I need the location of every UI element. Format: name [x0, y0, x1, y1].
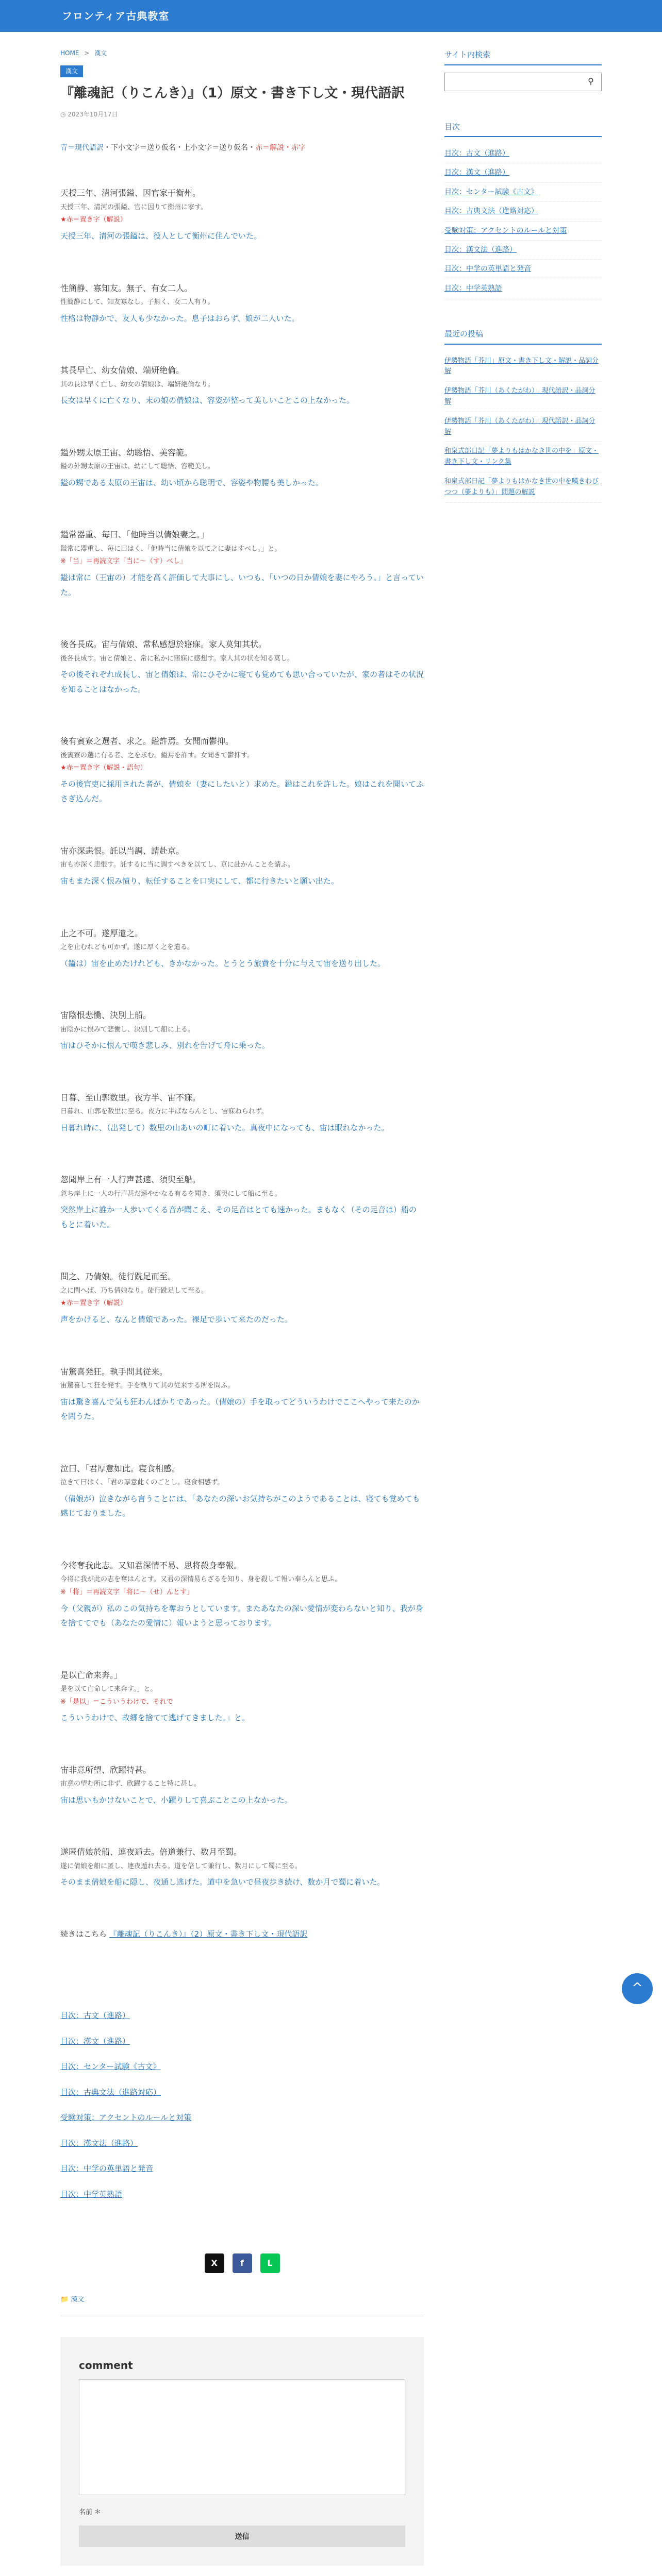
line-share-icon[interactable]: L [260, 2253, 280, 2273]
search-icon[interactable]: ⚲ [588, 76, 594, 87]
text-paragraph [60, 363, 424, 408]
text-paragraph [60, 1364, 424, 1424]
sidebar-toc-list [444, 144, 602, 298]
tag-link[interactable]: 漢文 [71, 2296, 85, 2304]
category-link[interactable]: 目次：中学英熟語 [60, 2189, 123, 2199]
sidebar-recent-list [444, 352, 602, 503]
sidebar-recent-item [444, 472, 602, 503]
share-buttons [60, 2253, 424, 2273]
comment-name-label: 名前 ＊ [79, 2509, 102, 2517]
annotation-note: ※「当」＝再読文字「当に〜（す）べし」 [60, 557, 187, 566]
text-paragraph [60, 1269, 424, 1327]
sidebar-toc-heading: 目次 [444, 120, 602, 138]
back-to-top-button[interactable]: ^ [622, 1973, 653, 2004]
text-paragraph [60, 281, 424, 326]
text-paragraph [60, 527, 424, 600]
translation-text: その後官吏に採用された者が、倩娘を（妻にしたいと）求めた。鎰はこれを許した。娘はこれを聞いてふさぎ込んだ。 [60, 779, 424, 804]
sidebar-toc-item [444, 202, 602, 221]
sidebar-toc-item [444, 183, 602, 202]
translation-text: 天授三年、清河の張鎰は、役人として衡州に住んでいた。 [60, 231, 262, 241]
site-header [0, 0, 662, 32]
sidebar-search-heading: サイト内検索 [444, 47, 602, 65]
comment-textarea[interactable] [79, 2379, 405, 2495]
page-wrap [60, 32, 602, 2576]
search-input[interactable] [445, 73, 581, 91]
category-link[interactable]: 目次：漢文（進路） [60, 2036, 130, 2046]
translation-text: 宙もまた深く恨み憤り、転任することを口実にして、都に行きたいと願い出た。 [60, 876, 339, 886]
main-content [60, 47, 424, 2576]
category-list-item [60, 2054, 424, 2080]
sidebar-recent-link[interactable]: 伊勢物語「芥川（あくたがわ）」現代語訳・品詞分解 [444, 387, 595, 406]
category-link[interactable]: 目次：漢文法（進路） [60, 2138, 138, 2148]
category-link[interactable]: 目次：古文（進路） [60, 2011, 130, 2021]
translation-text: 宙は驚き喜んで気も狂わんばかりであった。（倩娘の）手を取ってどういうわけでここへやって来たのかを問うた。 [60, 1397, 420, 1421]
original-text: 是以亡命来奔。」 [60, 1670, 123, 1680]
original-text: 泣曰、「君厚意如此。寝食相感。 [60, 1463, 180, 1473]
legend-blue: 青＝現代語訳 [60, 143, 104, 152]
kakikudashi-text: 宙驚喜して狂を発す。手を執りて其の従来する所を問ふ。 [60, 1382, 235, 1390]
next-article [60, 1927, 424, 1942]
legend-mid: ・下小文字＝送り仮名・上小文字＝送り仮名・ [104, 143, 255, 152]
sidebar-toc-link[interactable]: 受験対策：アクセントのルールと対策 [444, 226, 567, 235]
text-paragraph [60, 1558, 424, 1631]
annotation-note: ★赤＝置き字（解説） [60, 216, 127, 224]
annotation-note: ★赤＝置き字（解説） [60, 1299, 127, 1308]
kakikudashi-text: 其の長は早く亡し、幼女の倩娘は、端妍絶倫なり。 [60, 380, 215, 388]
kakikudashi-text: 宙も亦深く恚恨す。託するに当に調すべきを以てし、京に赴かんことを請ふ。 [60, 861, 294, 869]
kakikudashi-text: 天授三年、清河の張鎰、官に因りて衡州に家す。 [60, 203, 207, 211]
kakikudashi-text: 日暮れ、山郭を数里に至る。夜方に半ばならんとし、宙寐ねられず。 [60, 1108, 268, 1116]
translation-text: 宙はひそかに恨んで嘆き悲しみ、別れを告げて舟に乗った。 [60, 1041, 270, 1050]
sidebar-recent-link[interactable]: 伊勢物語「芥川」原文・書き下し文・解説・品詞分解 [444, 357, 599, 376]
sidebar-toc-link[interactable]: 目次：古典文法（進路対応） [444, 207, 538, 216]
text-paragraph [60, 1008, 424, 1053]
original-text: 其長早亡、幼女倩娘、端妍絶倫。 [60, 365, 185, 376]
kakikudashi-text: 宙意の望む所に非ず、欣躍すること特に甚し。 [60, 1780, 201, 1788]
category-list-item [60, 2156, 424, 2182]
category-link[interactable]: 目次：センター試験《古文》 [60, 2062, 161, 2072]
tag-line [60, 2294, 424, 2316]
sidebar-toc-link[interactable]: 目次：古文（進路） [444, 149, 509, 158]
next-prefix: 続きはこちら [60, 1929, 107, 1939]
sidebar-toc-link[interactable]: 目次：中学英熟語 [444, 284, 502, 293]
sidebar-toc-item [444, 279, 602, 298]
text-paragraph [60, 1090, 424, 1136]
sidebar-recent-link[interactable]: 伊勢物語「芥川（あくたがわ）」現代語訳・品詞分解 [444, 417, 595, 436]
post-date-text: 2023年10月17日 [68, 110, 118, 118]
original-text: 鎰外甥太原王宙、幼聡悟、美容範。 [60, 447, 193, 457]
translation-text: 宙は思いもかけないことで、小躍りして喜ぶことこの上なかった。 [60, 1795, 292, 1805]
category-badge[interactable]: 漢文 [60, 65, 83, 77]
sidebar-toc-link[interactable]: 目次：センター試験《古文》 [444, 188, 538, 196]
sidebar-search [444, 47, 602, 91]
breadcrumb-category[interactable]: 漢文 [94, 49, 107, 57]
post-title: 『離魂記（りこんき）』（1）原文・書き下し文・現代語訳 [60, 85, 405, 101]
comment-form [60, 2337, 424, 2566]
clock-icon: ◷ [60, 110, 68, 118]
text-paragraph [60, 734, 424, 806]
translation-text: 鎰は常に（王宙の）才能を高く評価して大事にし、いつも、「いつの日か倩娘を妻にやろう。」と言っていた。 [60, 573, 424, 597]
sidebar-toc-item [444, 241, 602, 260]
translation-text: 声をかけると、なんと倩娘であった。裸足で歩いて来たのだった。 [60, 1315, 292, 1325]
text-paragraph [60, 926, 424, 971]
translation-text: （倩娘が）泣きながら言うことには、「あなたの深いお気持ちがこのようであることは、寝ても覚めても感じておりました。 [60, 1494, 420, 1518]
category-link-list [60, 2003, 424, 2207]
annotation-note: ★赤＝置き字（解説・語句） [60, 764, 147, 772]
folder-icon: 📁 [60, 2296, 71, 2304]
category-list-item [60, 2131, 424, 2157]
site-title-link[interactable]: フロンティア古典教室 [62, 10, 170, 22]
sidebar [444, 47, 602, 2576]
original-text: 日暮、至山郭数里。夜方半、宙不寐。 [60, 1092, 201, 1103]
translation-text: 日暮れ時に、（出発して）数里の山あいの町に着いた。真夜中になっても、宙は眠れなかった。 [60, 1123, 389, 1132]
sidebar-recent-link[interactable]: 和泉式部日記「夢よりもはかなき世の中を」原文・書き下し文・リンク集 [444, 447, 599, 466]
annotation-note: ※「将」＝再読文字「将に〜（せ）んとす」 [60, 1588, 193, 1596]
original-text: 後有賓寮之選者、求之。鎰許焉。女聞而鬱抑。 [60, 736, 234, 747]
breadcrumb [60, 47, 424, 59]
text-paragraph [60, 1172, 424, 1232]
sidebar-toc-item [444, 222, 602, 241]
sidebar-toc [444, 120, 602, 299]
text-paragraph [60, 637, 424, 697]
original-text: 遂匿倩娘於船、連夜遁去。倍道兼行、数月至蜀。 [60, 1847, 242, 1857]
sidebar-recent [444, 327, 602, 502]
comment-heading: comment [79, 2359, 133, 2372]
category-list-item [60, 2029, 424, 2055]
text-paragraph [60, 843, 424, 889]
sidebar-toc-item [444, 144, 602, 163]
annotation-note: ※「是以」＝こういうわけで、それで [60, 1698, 173, 1706]
translation-text: 突然岸上に誰か一人歩いてくる音が聞こえ、その足音はとても速かった。まもなく（その足音は）船のもとに着いた。 [60, 1205, 417, 1229]
translation-text: 性格は物静かで、友人も少なかった。息子はおらず、娘が二人いた。 [60, 313, 300, 323]
kakikudashi-text: 泣きて曰はく、「君の厚意此くのごとし。寝食相感ず。 [60, 1479, 224, 1487]
sidebar-recent-heading: 最近の投稿 [444, 327, 602, 345]
text-paragraph [60, 1668, 424, 1725]
translation-text: そのまま倩娘を船に隠し、夜通し逃げた。道中を急いで昼夜歩き続け、数か月で蜀に着いた。 [60, 1877, 385, 1887]
sidebar-toc-link[interactable]: 目次：中学の英単語と発音 [444, 265, 531, 274]
kakikudashi-text: 之に問へば、乃ち倩娘なり。徒行跣足して至る。 [60, 1286, 208, 1295]
category-link[interactable]: 目次：古典文法（進路対応） [60, 2087, 161, 2097]
category-list-item [60, 2105, 424, 2131]
kakikudashi-text: 鎰常に器重し、毎に曰はく、「他時当に倩娘を以て之に妻はすべし。」と。 [60, 545, 282, 553]
original-text: 宙非意所望、欣躍特甚。 [60, 1765, 152, 1775]
sidebar-toc-link[interactable]: 目次：漢文法（進路） [444, 245, 517, 254]
original-text: 性簡静、寡知友。無子、有女二人。 [60, 283, 193, 293]
breadcrumb-separator: > [84, 49, 90, 57]
translation-text: 今（父親が）私のこの気持ちを奪おうとしています。またあなたの深い愛情が変わらないと知り、我が身を捨ててでも（あなたの愛情に）報いようと思っております。 [60, 1603, 423, 1628]
category-link[interactable]: 目次：中学の英単語と発音 [60, 2164, 154, 2174]
category-list-item [60, 2080, 424, 2106]
kakikudashi-text: 是を以て亡命して来奔す。」と。 [60, 1685, 157, 1693]
original-text: 宙陰恨悲慟、決別上船。 [60, 1010, 152, 1021]
kakikudashi-text: 忽ち岸上に一人の行声甚だ速やかなる有るを聞き、須臾にして船に至る。 [60, 1190, 282, 1198]
sidebar-recent-item [444, 382, 602, 412]
kakikudashi-text: 遂に倩娘を船に匿し、連夜遁れ去る。道を倍して兼行し、数月にして蜀に至る。 [60, 1862, 302, 1870]
kakikudashi-text: 後賓寮の選に有る者、之を求む。鎰焉を許す。女聞きて鬱抑す。 [60, 751, 254, 759]
x-share-icon[interactable]: X [205, 2253, 224, 2273]
kakikudashi-text: 宙陰かに恨みて悲慟し、決別して船に上る。 [60, 1025, 195, 1033]
text-paragraph [60, 1461, 424, 1521]
original-text: 止之不可。遂厚遣之。 [60, 928, 143, 938]
sidebar-recent-item [444, 412, 602, 443]
next-article-link[interactable]: 『離魂記（りこんき）』（2）原文・書き下し文・現代語訳 [109, 1929, 308, 1939]
kakikudashi-text: 之を止むれども可かず。遂に厚く之を遣る。 [60, 943, 194, 951]
original-text: 天授三年、清河張鎰、因官家于衡州。 [60, 188, 201, 198]
sidebar-recent-item [444, 352, 602, 382]
text-paragraph [60, 1844, 424, 1890]
kakikudashi-text: 後各長成す。宙と倩娘と、常に私かに寤寐に感想す。家人其の状を知る莫し。 [60, 654, 294, 663]
paragraph-list [60, 185, 424, 1890]
translation-text: その後それぞれ成長し、宙と倩娘は、常にひそかに寝ても覚めても思い合っていたが、家の者はその状況を知ることはなかった。 [60, 670, 424, 694]
comment-submit-button[interactable]: 送信 [79, 2526, 405, 2547]
original-text: 宙亦深恚恨。託以当調、請赴京。 [60, 845, 185, 856]
search-box [444, 73, 602, 91]
facebook-share-icon[interactable]: f [233, 2253, 252, 2273]
text-paragraph [60, 1762, 424, 1808]
original-text: 後各長成。宙与倩娘、常私感想於寤寐。家人莫知其状。 [60, 639, 267, 650]
kakikudashi-text: 性簡静にして、知友寡なし。子無く、女二人有り。 [60, 298, 214, 307]
sidebar-toc-link[interactable]: 目次：漢文（進路） [444, 168, 509, 177]
sidebar-toc-item [444, 163, 602, 182]
post-date [60, 109, 424, 121]
category-link[interactable]: 受験対策：アクセントのルールと対策 [60, 2113, 192, 2123]
original-text: 宙驚喜発狂。執手問其従来。 [60, 1366, 168, 1377]
text-paragraph [60, 445, 424, 490]
category-list-item [60, 2003, 424, 2029]
translation-text: こういうわけで、故郷を捨てて逃げてきました。」と。 [60, 1713, 250, 1723]
original-text: 今将奪我此志。又知君深情不易、思将殺身奉報。 [60, 1560, 242, 1570]
legend-red: 赤＝解説・赤字 [255, 143, 306, 152]
translation-text: 鎰の甥である太原の王宙は、幼い頃から聡明で、容姿や物腰も美しかった。 [60, 478, 323, 487]
kakikudashi-text: 今将に我が此の志を奪はんとす。又君の深情易らざるを知り、身を殺して報い奉らんと思ふ。 [60, 1575, 342, 1584]
original-text: 問之、乃倩娘。徒行跣足而至。 [60, 1272, 176, 1282]
sidebar-recent-link[interactable]: 和泉式部日記「夢よりもはかなき世の中を嘆きわびつつ（夢よりも）」問題の解説 [444, 478, 599, 496]
kakikudashi-text: 鎰の外甥太原の王宙は、幼にして聡悟、容範美し。 [60, 463, 215, 471]
translation-text: 長女は早くに亡くなり、末の娘の倩娘は、容姿が整って美しいことこの上なかった。 [60, 396, 355, 405]
sidebar-recent-item [444, 442, 602, 472]
breadcrumb-home[interactable]: HOME [60, 49, 79, 57]
original-text: 鎰常器重、毎曰、「他時当以倩娘妻之。」 [60, 530, 209, 540]
text-paragraph [60, 185, 424, 243]
translation-text: （鎰は）宙を止めたけれども、きかなかった。とうとう旅費を十分に与えて宙を送り出した。 [60, 958, 386, 968]
legend [60, 141, 424, 155]
category-list-item [60, 2182, 424, 2208]
original-text: 忽聞岸上有一人行声甚速、須臾至船。 [60, 1175, 201, 1185]
sidebar-toc-item [444, 260, 602, 279]
